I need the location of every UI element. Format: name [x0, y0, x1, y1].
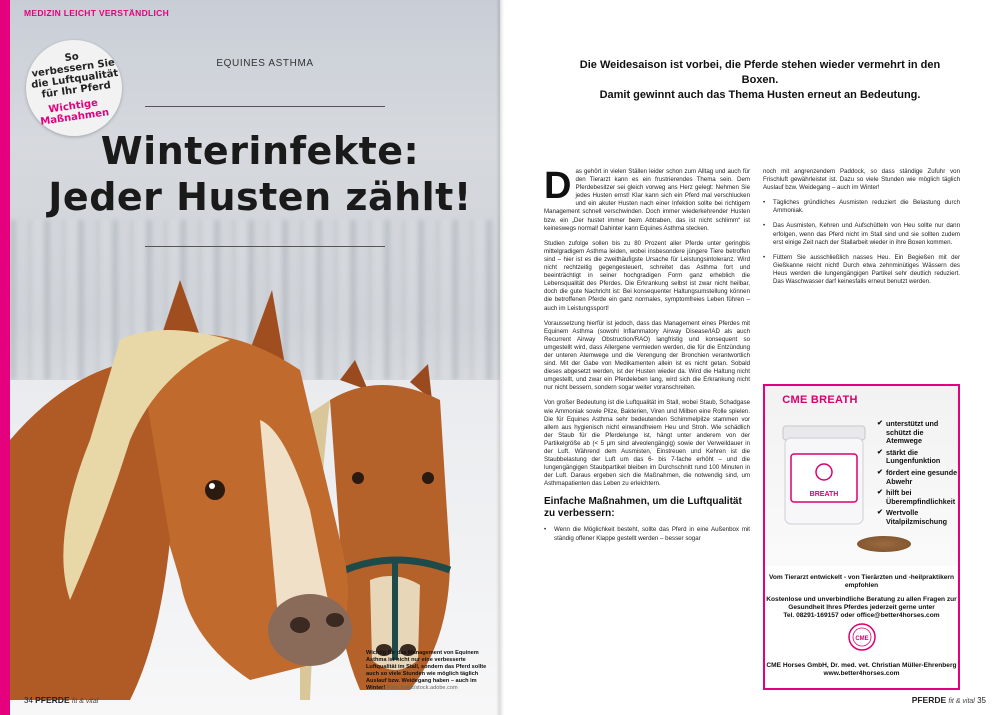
jar-label: BREATH: [809, 491, 839, 498]
kicker-rule-top: [145, 106, 385, 107]
bullet-item-3: • Das Ausmisten, Kehren und Aufschütteln von Heu sollte nur dann erfolgen, wenn das Pferd nicht im Stall sind und sie sollten zudem erst einige Zeit nach der Stallarbeit wieder in ihre Boxen kommen.: [763, 222, 960, 246]
magazine-tagline-right: fit & vital: [948, 698, 975, 705]
cme-logo-icon: [847, 622, 877, 652]
text-column-1: [544, 165, 750, 550]
page-number-right: 35: [977, 696, 986, 705]
bullet-item-2: • Tägliches gründliches Ausmisten reduziert die Belastung durch Ammoniak.: [763, 199, 960, 215]
paragraph-2: Studien zufolge sollen bis zu 80 Prozent aller Pferde unter geringbis mittelgradigem Asthma leiden, wobei insbesondere jüngere Tiere betroffen sind – hier ist es die zweithäufigste Ursache für Leistungsintoleranz. Wird nicht rechtzeitig gegengesteuert, schreitet das Asthma fort und beeinträchtigt in seiner hochgradigen Form ganz erheblich die Lebensqualität des Pferdes. Die Erkrankung selbst ist zwar nicht heilbar, doch die gute Nachricht ist: Bei konsequenter Haltungsumstellung können die betroffenen Pferde ein ganz normales, symptomfreies Leben führen – auch im Leistungssport!: [544, 239, 750, 312]
horse-front-illustration: [10, 280, 370, 700]
paragraph-continued: noch mit angrenzendem Paddock, so dass ständige Zufuhr von Frischluft gewährleistet ist. Dazu so viele Stunden wie möglich täglich Auslauf bzw. Weidegang – auch im Winter!: [763, 168, 960, 192]
advertisement-cme-breath[interactable]: [763, 384, 960, 690]
ad-benefit-item: ✔ Wertvolle Vitalpilzmischung: [877, 509, 961, 526]
badge-main-text: So verbessern Sie die Luftqualität für Ihr Pferd: [30, 51, 119, 101]
bullet-item-1: • Wenn die Möglichkeit besteht, sollte das Pferd in eine Außenbox mit ständig offener Klappe gestellt werden – besser sogar: [544, 526, 750, 542]
ad-benefit-list: [877, 420, 961, 530]
ad-contact: [765, 596, 958, 620]
text-column-2: [763, 168, 960, 293]
paragraph-4: Von großer Bedeutung ist die Luftqualität im Stall, wobei Staub, Schadgase wie Ammoniak sowie Pilze, Bakterien, Viren und Milben eine Rolle spielen. Die für Equines Asthma sehr bedeutenden Schimmelpilze stammen vor allem aus hygienisch nicht einwandfreiem Heu und Stroh. Wie schädlich der Staub für die Pferdelunge ist, hängt unter anderem von der Partikelgröße ab (< 5 µm sind alveolengängig) sowie der Verweildauer in der Luft. Während dem Ausmisten, Einstreuen und Kehren ist die Staubbelastung der Luft um das 6- bis 7-fache erhöht – und die lungengängigen Staubpartikel bleiben im Durchschnitt rund 100 Minuten in der Luft. Daraus ergeben sich die Maßnahmen, die notwendig sind, um Asthmapatienten das Leben zu erleichtern.: [544, 399, 750, 488]
drop-cap: D: [544, 165, 572, 207]
ad-benefit-item: ✔ hilft bei Überempfindlichkeit: [877, 489, 961, 506]
magazine-name-right: PFERDE: [911, 695, 947, 705]
article-lead: Die Weidesaison ist vorbei, die Pferde stehen wieder vermehrt in den Boxen. Damit gewinnt auch das Thema Husten erneut an Bedeutung.: [579, 59, 941, 101]
page-gutter: [496, 0, 504, 715]
magazine-name-left: PFERDE: [35, 695, 70, 705]
folio-right: [912, 695, 986, 705]
page-number-left: 34: [24, 696, 33, 705]
section-color-bar: [0, 0, 10, 715]
ad-benefit-item: ✔ unterstützt und schützt die Atemwege: [877, 420, 961, 446]
photo-credit: Foto: kwiat/stock.adobe.com: [386, 685, 458, 691]
magazine-tagline-left: fit & vital: [71, 698, 99, 705]
ad-benefit-item: ✔ fördert eine gesunde Abwehr: [877, 469, 961, 486]
powder-pile-icon: [857, 536, 911, 552]
bullet-item-4: • Füttern Sie ausschließlich nasses Heu. Ein Begießen mit der Gießkanne reicht nicht! Durch etwa zehnminütiges Wässern des Heus werden die lungengängigen Partikel sehr deutlich reduziert. Das Waschwasser darf keinesfalls erneut benutzt werden.: [763, 254, 960, 286]
ad-developed-by: Vom Tierarzt entwickelt - von Tierärzten und -heilpraktikern empfohlen: [768, 574, 955, 589]
right-page: [500, 0, 1000, 715]
section-subheading: Einfache Maßnahmen, um die Luftqualität zu verbessern:: [544, 496, 742, 520]
ad-website-link[interactable]: www.better4horses.com: [823, 670, 900, 677]
badge-sub-text: Wichtige Maßnahmen: [39, 97, 110, 128]
section-label: MEDIZIN LEICHT VERSTÄNDLICH: [24, 8, 170, 18]
article-headline: Winterinfekte: Jeder Husten zählt!: [48, 129, 472, 219]
ad-contact-text: Kostenlose und unverbindliche Beratung zu allen Fragen zur Gesundheit Ihres Pferdes jederzeit gerne unter: [766, 596, 957, 611]
ad-benefit-item: ✔ stärkt die Lungenfunktion: [877, 449, 961, 466]
ad-product-title: CME BREATH: [782, 394, 858, 406]
ad-contact-phone-email[interactable]: Tel. 08291-169157 oder office@better4horses.com: [783, 612, 940, 619]
paragraph-3: Voraussetzung hierfür ist jedoch, dass das Management eines Pferdes mit Equinem Asthma (sowohl Inflammatory Airway Disease/IAD als auch Recurrent Airway Obstruction/RAO) langfristig und konsequent so umgestellt wird, dass Allergene vermieden werden, die für die Entzündung der unteren Atemwege und die Verengung der Bronchien verantwortlich sind. Mit der Gabe von Medikamenten allein ist es nicht getan. Sobald dieses abgesetzt werden, ist der Husten wieder da. Wird die Haltung nicht umgestellt, und zwar ein Pferdeleben lang, wird sich die Erkrankung nicht nur nicht bessern, sondern sogar weiter voranschreiten.: [544, 319, 750, 392]
headline-rule-bottom: [145, 246, 385, 247]
cme-logo-text: CME: [855, 636, 869, 642]
paragraph-1: [544, 165, 750, 233]
photo-caption-text: Wichtig für das Management von Equinem Asthma ist nicht nur eine verbesserte Luftqualität im Stall, sondern das Pferd sollte auch so viele Stunden wie möglich täglich Auslauf bzw. Weidegang haben – auch im Winter!: [366, 650, 487, 691]
article-kicker: EQUINES ASTHMA: [216, 58, 314, 69]
folio-left: [24, 695, 98, 705]
ad-company: [765, 662, 958, 678]
ad-company-name: CME Horses GmbH, Dr. med. vet. Christian Müller-Ehrenberg: [766, 662, 957, 669]
product-jar-icon: [777, 420, 871, 528]
teaser-badge: [26, 40, 122, 136]
photo-caption: [366, 650, 492, 692]
paragraph-1-text: as gehört in vielen Ställen leider schon zum Alltag und auch für den Tierarzt kann es ein frustrierendes Thema sein. Dem Pferdebesitzer sei gleich vorweg ans Herz gelegt: Nehmen Sie jedes Husten ernst! Klar kann sich ein Pferd mal verschlucken und ein akuter Husten nach einer Infektion sollte bei richtigem Management schnell verschwinden. Doch immer wiederkehrender Husten bzw. ein „Der hustet immer beim Abtraben, das ist nicht schlimm“ ist keineswegs normal! Dahinter kann Equines Asthma stecken.: [544, 168, 750, 232]
